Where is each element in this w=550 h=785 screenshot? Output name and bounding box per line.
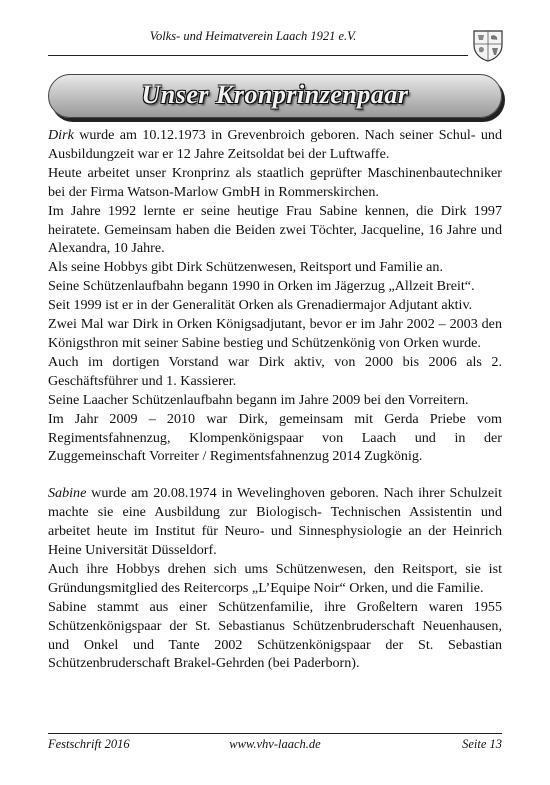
title-banner [48, 74, 502, 118]
paragraph: Als seine Hobbys gibt Dirk Schützenwesen, Reitsport und Familie an. [48, 259, 443, 276]
article-body [48, 126, 502, 673]
page-header [48, 29, 458, 44]
footer-website: www.vhv-laach.de [229, 737, 321, 751]
paragraph-text: wurde am 10.12.1973 in Grevenbroich geboren. Nach seiner Schul- und Ausbildungzeit war er 12 Jahre Zeitsoldat bei der Luftwaffe. [48, 127, 502, 162]
paragraph-text: wurde am 20.08.1974 in Wevelinghoven geboren. Nach ihrer Schulzeit machte sie eine Ausbildung zur Biologisch- Technischen Assistentin und arbeitet heute im Institut für Neuro- und Sinnesphysiologie an der Heinrich Heine Universität Düsseldorf. [48, 485, 502, 559]
paragraph: Sabine stammt aus einer Schützenfamilie, ihre Großeltern waren 1955 Schützenkönigspaar der St. Sebastianus Schützenbruderschaft Neuenhausen, und Onkel und Tante 2002 Schützenkönigspaar der St. Sebastian Schützenbruderschaft Brakel-Gehrden (bei Paderborn). [48, 598, 502, 672]
paragraph: Seine Schützenlaufbahn begann 1990 in Orken im Jägerzug „Allzeit Breit“. [48, 278, 475, 295]
paragraph: Im Jahr 2009 – 2010 war Dirk, gemeinsam mit Gerda Priebe vom Regimentsfahnenzug, Klompenkönigspaar von Laach und in der Zuggemeinschaft Vorreiter / Regimentsfahnenzug 2014 Zugkönig. [48, 410, 502, 465]
paragraph: Seine Laacher Schützenlaufbahn begann im Jahre 2009 bei den Vorreitern. [48, 391, 469, 408]
paragraph: Zwei Mal war Dirk in Orken Königsadjutant, bevor er im Jahr 2002 – 2003 den Königsthron mit seiner Sabine bestieg und Schützenkönig von Orken wurde. [48, 316, 502, 351]
paragraph [48, 484, 502, 560]
header-title: Volks- und Heimatverein Laach 1921 e.V. [149, 29, 357, 43]
paragraph: Auch ihre Hobbys drehen sich ums Schützenwesen, den Reitsport, sie ist Gründungsmitglied des Reitercorps „L’Equipe Noir“ Orken, und die Familie. [48, 560, 502, 596]
paragraph: Heute arbeitet unser Kronprinz als staatlich geprüfter Maschinenbautechniker bei der Firma Watson-Marlow GmbH in Rommerskirchen. [48, 164, 502, 200]
person-name-dirk: Dirk [48, 127, 74, 143]
page-number: Seite 13 [462, 737, 502, 751]
paragraph: Auch im dortigen Vorstand war Dirk aktiv, von 2000 bis 2006 als 2. Geschäftsführer und 1. Kassierer. [48, 353, 502, 389]
page-title: Unser Kronprinzenpaar [141, 80, 409, 109]
footer-publication: Festschrift 2016 [48, 737, 130, 751]
paragraph: Seit 1999 ist er in der Generalität Orken als Grenadiermajor Adjutant aktiv. [48, 297, 473, 314]
paragraph [48, 126, 502, 164]
paragraph: Im Jahre 1992 lernte er seine heutige Frau Sabine kennen, die Dirk 1997 heiratete. Gemeinsam haben die Beiden zwei Töchter, Jacqueline, 16 Jahre und Alexandra, 10 Jahre. [48, 202, 502, 257]
footer-divider [48, 733, 502, 734]
header-divider [48, 55, 468, 56]
section-gap [48, 466, 502, 484]
person-name-sabine: Sabine [48, 485, 87, 502]
coat-of-arms-icon [470, 27, 506, 63]
